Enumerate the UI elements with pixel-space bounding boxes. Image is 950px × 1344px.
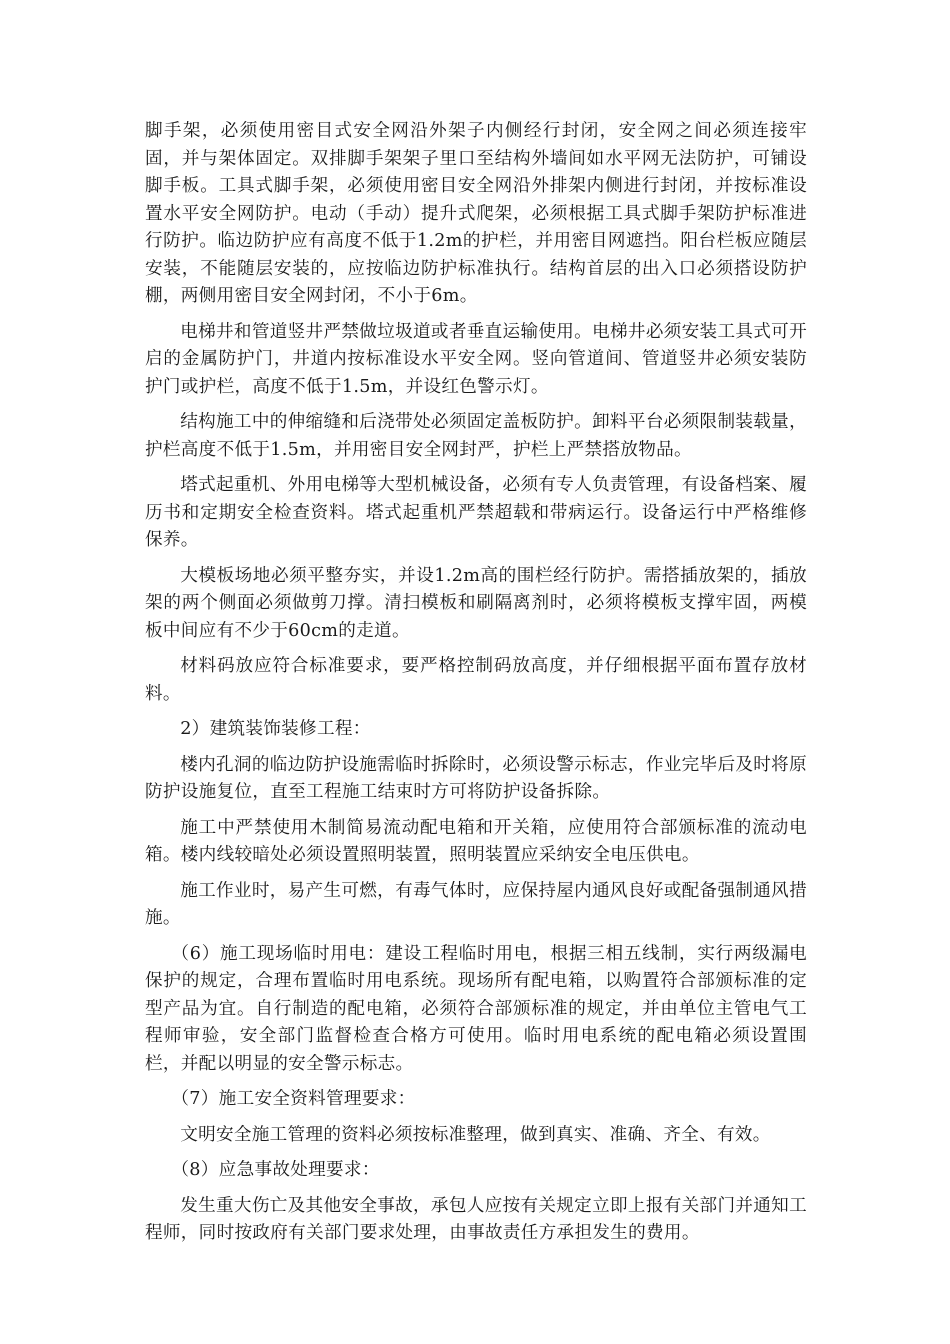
paragraph-emergency-handling: 发生重大伤亡及其他安全事故，承包人应按有关规定立即上报有关部门并通知工程师，同时按政府有关部门要求处理，由事故责任方承担发生的费用。: [145, 1195, 807, 1243]
heading-emergency-handling: （8）应急事故处理要求：: [171, 1160, 380, 1180]
paragraph-temporary-electricity: （6）施工现场临时用电：建设工程临时用电，根据三相五线制，实行两级漏电保护的规定，合理布置临时用电系统。现场所有配电箱，以购置符合部颁标准的定型产品为宜。自行制造的配电箱，必须符合部颁标准的规定，并由单位主管电气工程师审验，安全部门监督检查合格方可使用。临时用电系统的配电箱必须设置围栏，并配以明显的安全警示标志。: [145, 943, 807, 1074]
paragraph-tower-crane: 塔式起重机、外用电梯等大型机械设备，必须有专人负责管理，有设备档案、履历书和定期安全检查资料。塔式起重机严禁超载和带病运行。设备运行中严格维修保养。: [145, 475, 807, 550]
paragraph-ventilation: 施工作业时，易产生可燃，有毒气体时，应保持屋内通风良好或配备强制通风措施。: [145, 880, 807, 928]
document-body: [145, 118, 807, 1256]
paragraph-elevator-shaft: 电梯井和管道竖井严禁做垃圾道或者垂直运输使用。电梯井必须安装工具式可开启的金属防护门，井道内按标准设水平安全网。竖向管道间、管道竖井必须安装防护门或护栏，高度不低于1.5m，并设红色警示灯。: [145, 321, 807, 397]
paragraph-expansion-joint: 结构施工中的伸缩缝和后浇带处必须固定盖板防护。卸料平台必须限制装载量，护栏高度不低于1.5m，并用密目安全网封严，护栏上严禁搭放物品。: [145, 412, 807, 460]
paragraph-safety-records: 文明安全施工管理的资料必须按标准整理，做到真实、准确、齐全、有效。: [180, 1124, 771, 1145]
paragraph-scaffold-protection: 脚手架，必须使用密目式安全网沿外架子内侧经行封闭，安全网之间必须连接牢固，并与架体固定。双排脚手架架子里口至结构外墙间如水平网无法防护，可铺设脚手板。工具式脚手架，必须使用密目安全网沿外排架内侧进行封闭，并按标准设置水平安全网防护。电动（手动）提升式爬架，必须根据工具式脚手架防护标准进行防护。临边防护应有高度不低于1.2m的护栏，并用密目网遮挡。阳台栏板应随层安装，不能随层安装的，应按临边防护标准执行。结构首层的出入口必须搭设防护棚，两侧用密目安全网封闭，不小于6m。: [145, 121, 807, 306]
paragraph-material-stacking: 材料码放应符合标准要求，要严格控制码放高度，并仔细根据平面布置存放材料。: [145, 656, 807, 704]
paragraph-formwork-site: 大模板场地必须平整夯实，并设1.2m高的围栏经行防护。需搭插放架的，插放架的两个侧面必须做剪刀撑。清扫模板和刷隔离剂时，必须将模板支撑牢固，两模板中间应有不少于60cm的走道。: [145, 565, 807, 641]
heading-safety-records: （7）施工安全资料管理要求：: [171, 1089, 416, 1109]
paragraph-openings-protection: 楼内孔洞的临边防护设施需临时拆除时，必须设警示标志，作业完毕后及时将原防护设施复位，直至工程施工结束时方可将防护设备拆除。: [145, 754, 807, 802]
paragraph-distribution-box: 施工中严禁使用木制简易流动配电箱和开关箱，应使用符合部颁标准的流动电箱。楼内线较暗处必须设置照明装置，照明装置应采纳安全电压供电。: [145, 817, 807, 865]
heading-decoration-works: 2）建筑装饰装修工程：: [180, 719, 371, 739]
